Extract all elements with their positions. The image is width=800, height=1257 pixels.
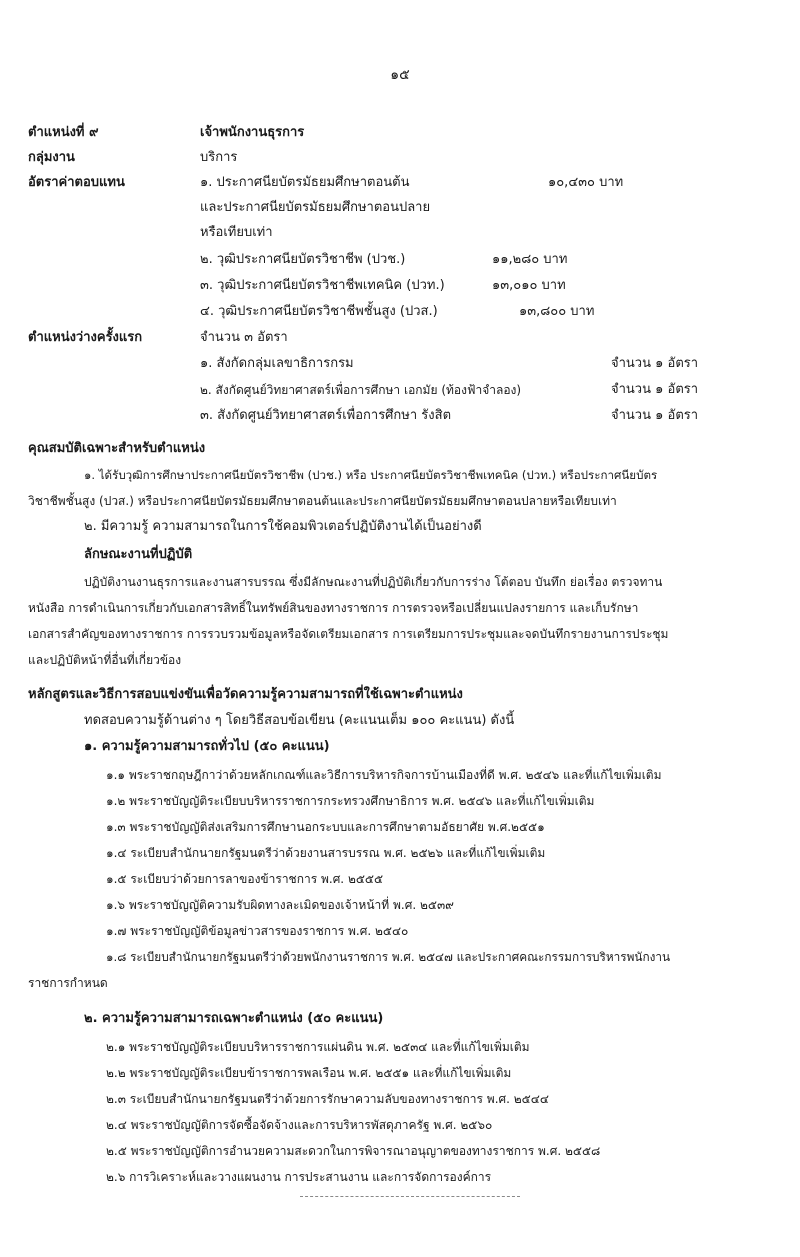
vacancy-count: จำนวน ๑ อัตรา (611, 356, 699, 371)
exam-item: ๒.๕ พระราชบัญญัติการอำนวยความสะดวกในการพิจารณาอนุญาตของทางราชการ พ.ศ. ๒๕๕๘ (106, 1144, 601, 1158)
vacancy-unit: ๑. สังกัดกลุ่มเลขาธิการกรม (200, 356, 354, 371)
exam-item: ๑.๗ พระราชบัญญัติข้อมูลข่าวสารของราชการ พ.ศ. ๒๕๔๐ (106, 924, 409, 938)
exam-item: ๒.๑ พระราชบัญญัติระเบียบบริหารราชการแผ่นดิน พ.ศ. ๒๕๓๔ และที่แก้ไขเพิ่มเติม (106, 1040, 530, 1054)
exam-heading: หลักสูตรและวิธีการสอบแข่งขันเพื่อวัดความรู้ความสามารถที่ใช้เฉพาะตำแหน่ง (28, 687, 463, 702)
duties-heading: ลักษณะงานที่ปฏิบัติ (84, 547, 193, 562)
salary-item: ๓. วุฒิประกาศนียบัตรวิชาชีพเทคนิค (ปวท.) (200, 278, 445, 293)
qualification-item: ๑. ได้รับวุฒิการศึกษาประกาศนียบัตรวิชาชีพ (ปวช.) หรือ ประกาศนียบัตรวิชาชีพเทคนิค (ปวท.) หรือประกาศนียบัตร (84, 468, 658, 482)
exam-section-title: ๒. ความรู้ความสามารถเฉพาะตำแหน่ง (๕๐ คะแนน) (84, 1011, 384, 1026)
exam-intro: ทดสอบความรู้ด้านต่าง ๆ โดยวิธีสอบข้อเขียน (คะแนนเต็ม ๑๐๐ คะแนน) ดังนี้ (84, 713, 515, 728)
salary-item-cont: หรือเทียบเท่า (200, 225, 273, 240)
qualification-item: ๒. มีความรู้ ความสามารถในการใช้คอมพิวเตอร์ปฏิบัติงานได้เป็นอย่างดี (84, 519, 482, 534)
salary-item-cont: และประกาศนียบัตรมัธยมศึกษาตอนปลาย (200, 200, 431, 215)
exam-item: ๒.๓ ระเบียบสำนักนายกรัฐมนตรีว่าด้วยการรักษาความลับของทางราชการ พ.ศ. ๒๕๔๔ (106, 1092, 549, 1106)
duties-text: และปฏิบัติหน้าที่อื่นที่เกี่ยวข้อง (28, 653, 182, 667)
vacancy-total: จำนวน ๓ อัตรา (200, 330, 288, 345)
salary-label: อัตราค่าตอบแทน (28, 175, 125, 190)
exam-item: ๑.๔ ระเบียบสำนักนายกรัฐมนตรีว่าด้วยงานสารบรรณ พ.ศ. ๒๕๒๖ และที่แก้ไขเพิ่มเติม (106, 846, 546, 860)
exam-item-cont: ราชการกำหนด (28, 976, 108, 990)
duties-text: เอกสารสำคัญของทางราชการ การรวบรวมข้อมูลหรือจัดเตรียมเอกสาร การเตรียมการประชุมและจดบันทึกรายงานการประชุม (28, 627, 669, 641)
exam-item: ๑.๑ พระราชกฤษฎีกาว่าด้วยหลักเกณฑ์และวิธีการบริหารกิจการบ้านเมืองที่ดี พ.ศ. ๒๕๔๖ และที่แก้ไขเพิ่มเติม (106, 768, 662, 782)
exam-item: ๑.๓ พระราชบัญญัติส่งเสริมการศึกษานอกระบบและการศึกษาตามอัธยาศัย พ.ศ.๒๕๕๑ (106, 820, 545, 834)
salary-item: ๔. วุฒิประกาศนียบัตรวิชาชีพชั้นสูง (ปวส.) (200, 304, 438, 319)
exam-item: ๒.๔ พระราชบัญญัติการจัดซื้อจัดจ้างและการบริหารพัสดุภาครัฐ พ.ศ. ๒๕๖๐ (106, 1118, 493, 1132)
group-value: บริการ (200, 150, 238, 165)
exam-item: ๒.๒ พระราชบัญญัติระเบียบข้าราชการพลเรือน พ.ศ. ๒๕๕๑ และที่แก้ไขเพิ่มเติม (106, 1066, 512, 1080)
page-number: ๑๕ (390, 67, 410, 83)
qualifications-heading: คุณสมบัติเฉพาะสำหรับตำแหน่ง (28, 441, 206, 456)
exam-item: ๑.๘ ระเบียบสำนักนายกรัฐมนตรีว่าด้วยพนักงานราชการ พ.ศ. ๒๕๔๗ และประกาศคณะกรรมการบริหารพนักงาน (106, 950, 671, 964)
exam-item: ๑.๒ พระราชบัญญัติระเบียบบริหารราชการกระทรวงศึกษาธิการ พ.ศ. ๒๕๔๖ และที่แก้ไขเพิ่มเติม (106, 794, 595, 808)
position-value: เจ้าพนักงานธุรการ (200, 125, 305, 140)
salary-item: ๒. วุฒิประกาศนียบัตรวิชาชีพ (ปวช.) (200, 252, 406, 267)
group-label: กลุ่มงาน (28, 150, 75, 165)
duties-text: ปฏิบัติงานงานธุรการและงานสารบรรณ ซึ่งมีลักษณะงานที่ปฏิบัติเกี่ยวกับการร่าง โต้ตอบ บันทึก ย่อเรื่อง ตรวจทาน (84, 575, 663, 589)
vacancy-unit: ๓. สังกัดศูนย์วิทยาศาสตร์เพื่อการศึกษา รังสิต (200, 408, 452, 423)
qualification-item-cont: วิชาชีพชั้นสูง (ปวส.) หรือประกาศนียบัตรมัธยมศึกษาตอนต้นและประกาศนียบัตรมัธยมศึกษาตอนปลายหรือเทียบเท่า (28, 494, 617, 508)
exam-section-title: ๑. ความรู้ความสามารถทั่วไป (๕๐ คะแนน) (84, 739, 330, 754)
vacancy-count: จำนวน ๑ อัตรา (611, 382, 699, 397)
exam-item: ๑.๖ พระราชบัญญัติความรับผิดทางละเมิดของเจ้าหน้าที่ พ.ศ. ๒๕๓๙ (106, 898, 454, 912)
end-divider (300, 1196, 520, 1197)
salary-amount: ๑๑,๒๘๐ บาท (492, 252, 568, 267)
exam-item: ๒.๖ การวิเคราะห์และวางแผนงาน การประสานงาน และการจัดการองค์การ (106, 1170, 492, 1184)
salary-item: ๑. ประกาศนียบัตรมัธยมศึกษาตอนต้น (200, 175, 410, 190)
salary-amount: ๑๓,๘๐๐ บาท (519, 304, 595, 319)
exam-item: ๑.๕ ระเบียบว่าด้วยการลาของข้าราชการ พ.ศ. ๒๕๕๕ (106, 872, 384, 886)
vacancy-label: ตำแหน่งว่างครั้งแรก (28, 330, 143, 345)
duties-text: หนังสือ การดำเนินการเกี่ยวกับเอกสารสิทธิ์ในทรัพย์สินของทางราชการ การตรวจหรือเปลี่ยนแปลงรายการ และเก็บรักษา (28, 601, 639, 615)
salary-amount: ๑๐,๔๓๐ บาท (548, 175, 624, 190)
salary-amount: ๑๓,๐๑๐ บาท (492, 278, 566, 293)
vacancy-count: จำนวน ๑ อัตรา (611, 408, 699, 423)
vacancy-unit: ๒. สังกัดศูนย์วิทยาศาสตร์เพื่อการศึกษา เอกมัย (ท้องฟ้าจำลอง) (200, 383, 522, 397)
position-label: ตำแหน่งที่ ๙ (28, 125, 99, 140)
